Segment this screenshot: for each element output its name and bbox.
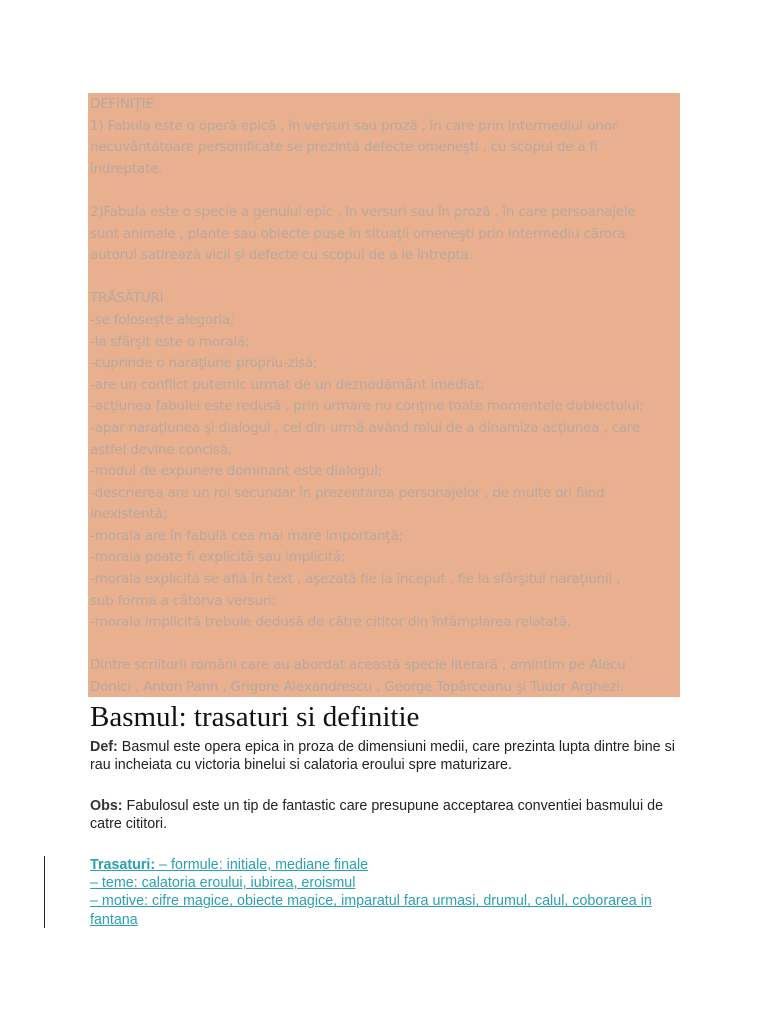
- fable-text-line: necuvântătoare personificate se prezintă defecte omeneşti , cu scopul de a fi: [90, 139, 598, 156]
- fable-trait-item: -are un conflict puternic urmat de un deznodământ imediat;: [90, 376, 485, 393]
- fable-trait-item: -morala implicită trebuie dedusă de către cititor din întâmplarea relatată.: [90, 614, 571, 631]
- fable-trait-item: -apar naraţiunea şi dialogul , cel din urmă având rolul de a dinamiza acţiunea , care: [90, 419, 640, 436]
- fable-trait-item: -acţiunea fabulei este redusă , prin urmare nu conţine toate momentele dubiectului;: [90, 398, 644, 415]
- fable-trait-item: -morala are în fabulă cea mai mare importanţă;: [90, 527, 403, 544]
- fable-text-line: îndreptate.: [90, 160, 163, 177]
- definition-text: Basmul este opera epica in proza de dimensiuni medii, care prezinta lupta dintre bine si rau incheiata cu victoria binelui si calatoria eroului spre maturizare.: [90, 739, 675, 773]
- fable-trait-item: -se foloseşte alegoria;: [90, 311, 235, 328]
- margin-divider: [44, 856, 45, 928]
- page-title: Basmul: trasaturi si definitie: [90, 701, 420, 733]
- fable-trait-item: -modul de expunere dominant este dialogul;: [90, 463, 383, 480]
- fable-blank-line: [90, 634, 680, 656]
- definition-paragraph: [90, 739, 690, 774]
- fable-authors-line: Donici , Anton Pann , Grigore Alexandrescu , George Topârceanu şi Tudor Arghezi.: [90, 679, 624, 696]
- trasaturi-teme-link[interactable]: – teme: calatoria eroului, iubirea, eroismul: [90, 875, 356, 892]
- fable-trait-item: -cuprinde o naraţiune propriu-zisă;: [90, 355, 318, 372]
- fable-text-line: 1) Fabula este o operă epică , în versuri sau proză , în care prin intermediul unor: [90, 117, 618, 134]
- fable-blank-line: [90, 180, 680, 202]
- trasaturi-links: [90, 856, 690, 929]
- fable-trait-item: sub forma a câtorva versuri;: [90, 592, 277, 609]
- fable-authors-line: Dintre scriitorii români care au abordat această specie literară , amintim pe Alecu: [90, 657, 626, 674]
- fable-trait-item: -morala explicită se află în text , aşezată fie la început , fie la sfârşitul naraţiunii ,: [90, 571, 621, 588]
- trasaturi-label: Trasaturi:: [90, 857, 156, 873]
- observation-label: Obs:: [90, 798, 123, 814]
- trasaturi-motive-link[interactable]: – motive: cifre magice, obiecte magice, imparatul fara urmasi, drumul, calul, coborarea in fantana: [90, 893, 652, 928]
- fable-text-line: sunt animale , plante sau obiecte puse în situaţii omeneşti prin intermediu cărora: [90, 225, 626, 242]
- fable-text-line: autorul satirează vicii şi defecte cu scopul de a le întrepta.: [90, 247, 473, 264]
- fable-trait-item: inexistentă;: [90, 506, 167, 523]
- fable-trait-item: -morala poate fi explicită sau implicită;: [90, 549, 346, 566]
- fable-heading-definitie: DEFINIŢIE: [90, 96, 154, 112]
- fable-blank-line: [90, 267, 680, 289]
- fable-trait-item: astfel devine concisă;: [90, 441, 233, 458]
- trasaturi-formule-text: – formule: initiale, mediane finale: [155, 857, 369, 873]
- fable-definition-block: [88, 93, 680, 697]
- fable-text-line: 2)Fabula este o specie a genului epic , în versuri sau în proză , în care persoanajele: [90, 203, 636, 220]
- observation-text: Fabulosul este un tip de fantastic care presupune acceptarea conventiei basmului de catre cititori.: [90, 798, 664, 832]
- fable-trait-item: -la sfârşit este o morală;: [90, 333, 250, 350]
- fable-heading-trasaturi: TRĂSĂTURI: [90, 290, 164, 307]
- definition-label: Def:: [90, 739, 118, 755]
- trasaturi-formule-link[interactable]: [90, 856, 690, 874]
- observation-paragraph: [90, 798, 690, 833]
- fable-trait-item: -descrierea are un rol secundar în prezentarea personajelor , de multe ori fiind: [90, 484, 605, 501]
